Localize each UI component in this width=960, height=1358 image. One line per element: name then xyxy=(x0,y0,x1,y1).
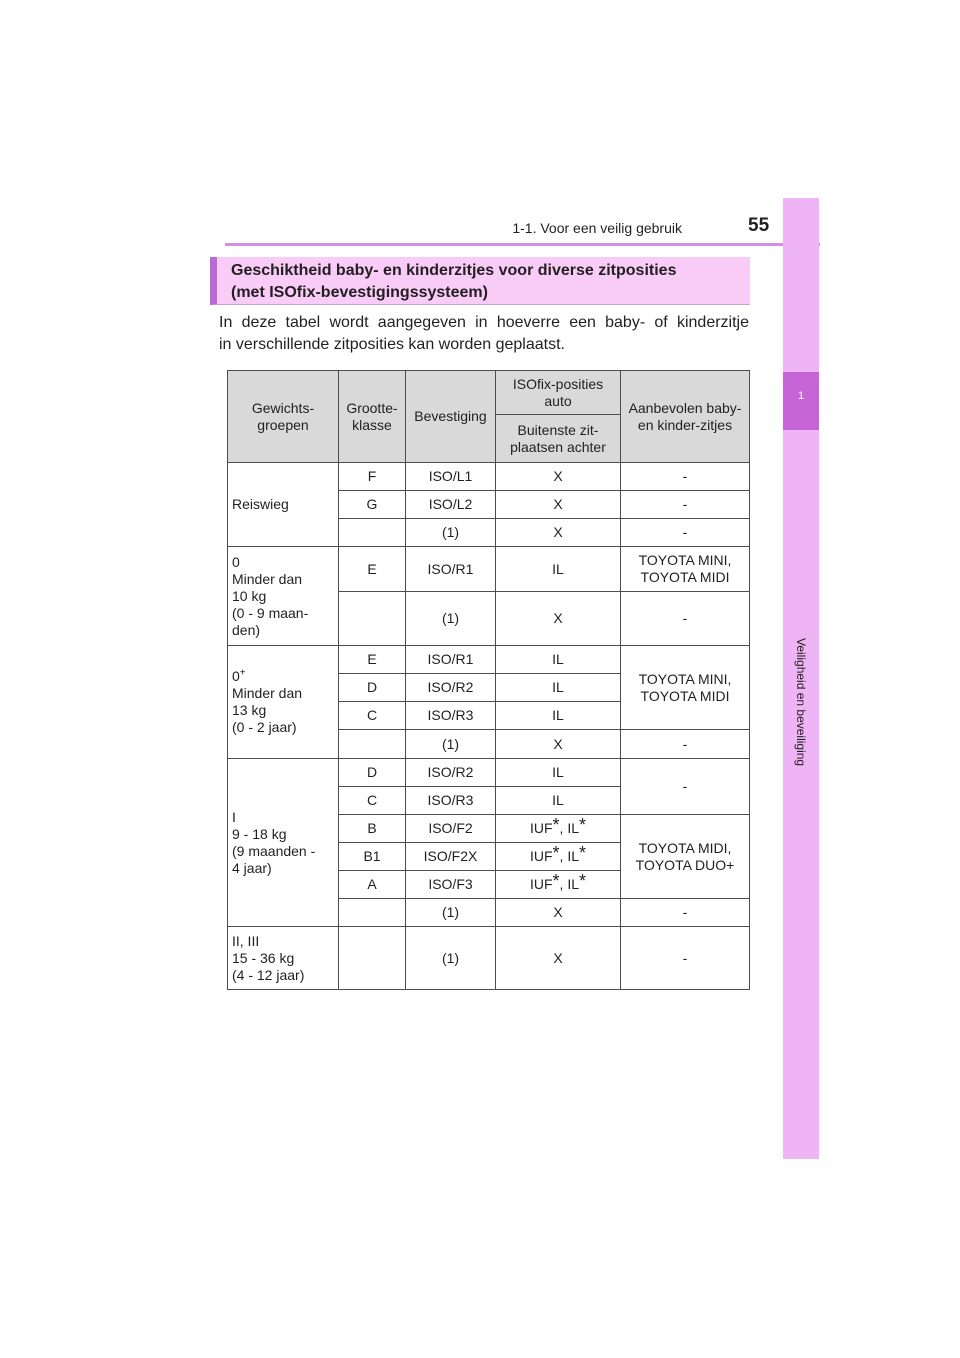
chapter-number: 1 xyxy=(783,372,819,430)
cell-position xyxy=(496,815,621,843)
footnote-asterisk: * xyxy=(579,815,587,835)
position-il: IL xyxy=(567,876,580,892)
running-header: 1-1. Voor een veilig gebruik xyxy=(512,220,682,236)
table-row xyxy=(228,927,750,990)
table-header-row xyxy=(228,371,750,415)
intro-line-2: in verschillende zitposities kan worden geplaatst. xyxy=(219,336,565,353)
cell-position: IL xyxy=(496,547,621,592)
table-row xyxy=(228,547,750,592)
chapter-side-tab[interactable] xyxy=(783,198,819,1159)
group-1-line: 9 - 18 kg xyxy=(232,825,287,842)
cell-size: B xyxy=(339,815,406,843)
cell-position: X xyxy=(496,899,621,927)
section-heading xyxy=(210,257,750,305)
position-il: IL xyxy=(567,820,580,836)
plus-superscript: + xyxy=(239,667,246,679)
cell-position xyxy=(496,843,621,871)
position-iuf: IUF xyxy=(529,820,553,836)
chapter-label: Veiligheid en beveiliging xyxy=(794,638,808,767)
cell-position: X xyxy=(496,463,621,491)
cell-fixture: ISO/R1 xyxy=(406,547,496,592)
cell-recommended: - xyxy=(621,491,750,519)
cell-size xyxy=(339,899,406,927)
section-title-line-1: Geschiktheid baby- en kinderzitjes voor diverse zitposities xyxy=(231,262,677,279)
position-iuf: IUF xyxy=(529,848,553,864)
col-header-size-class: Grootte-klasse xyxy=(339,371,406,463)
cell-fixture: (1) xyxy=(406,927,496,990)
cell-size xyxy=(339,519,406,547)
cell-size: D xyxy=(339,674,406,702)
cell-recommended: TOYOTA MINI, TOYOTA MIDI xyxy=(621,646,750,730)
cell-position xyxy=(496,871,621,899)
group-1 xyxy=(228,759,339,927)
cell-size xyxy=(339,592,406,646)
footnote-asterisk: * xyxy=(552,843,560,863)
cell-size: G xyxy=(339,491,406,519)
cell-fixture: ISO/F2 xyxy=(406,815,496,843)
header-divider xyxy=(225,243,820,246)
cell-fixture: ISO/L1 xyxy=(406,463,496,491)
cell-size: E xyxy=(339,646,406,674)
table-row xyxy=(228,759,750,787)
footnote-asterisk: * xyxy=(579,871,587,891)
col-header-isofix-positions: ISOfix-posities auto xyxy=(496,371,621,415)
cell-fixture: (1) xyxy=(406,592,496,646)
group-0-line: (0 - 9 maan- xyxy=(232,604,309,621)
cell-recommended: TOYOTA MIDI, TOYOTA DUO+ xyxy=(621,815,750,899)
seat-compatibility-table xyxy=(227,370,750,990)
cell-size xyxy=(339,927,406,990)
cell-fixture: ISO/R3 xyxy=(406,702,496,730)
cell-position: X xyxy=(496,927,621,990)
table-row xyxy=(228,463,750,491)
page-number: 55 xyxy=(748,215,770,236)
cell-recommended: - xyxy=(621,519,750,547)
group-2-3-line: II, III xyxy=(232,932,260,949)
section-title-line-2: (met ISOfix-bevestigingssysteem) xyxy=(231,284,488,301)
cell-position: IL xyxy=(496,674,621,702)
col-header-outer-rear: Buitenste zit-plaatsen achter xyxy=(496,415,621,463)
cell-position: IL xyxy=(496,646,621,674)
cell-position: IL xyxy=(496,759,621,787)
footnote-asterisk: * xyxy=(552,815,560,835)
cell-fixture: ISO/F2X xyxy=(406,843,496,871)
col-header-weight-group: Gewichts-groepen xyxy=(228,371,339,463)
cell-position: X xyxy=(496,519,621,547)
cell-size: C xyxy=(339,702,406,730)
cell-position: IL xyxy=(496,702,621,730)
position-il: IL xyxy=(567,848,580,864)
cell-fixture: (1) xyxy=(406,730,496,759)
group-0-line: 0 xyxy=(232,553,240,570)
col-header-recommended: Aanbevolen baby- en kinder-zitjes xyxy=(621,371,750,463)
cell-fixture: (1) xyxy=(406,519,496,547)
footnote-asterisk: * xyxy=(579,843,587,863)
group-0-plus-line: 13 kg xyxy=(232,702,267,718)
group-0-plus-base: 0 xyxy=(232,668,240,684)
group-0-plus-line: (0 - 2 jaar) xyxy=(232,719,297,735)
cell-fixture: ISO/R2 xyxy=(406,759,496,787)
group-0-line: 10 kg xyxy=(232,587,267,604)
group-1-line: 4 jaar) xyxy=(232,859,272,876)
group-2-3-line: (4 - 12 jaar) xyxy=(232,966,305,983)
cell-fixture: ISO/R2 xyxy=(406,674,496,702)
cell-recommended: TOYOTA MINI, TOYOTA MIDI xyxy=(621,547,750,592)
group-1-line: (9 maanden - xyxy=(232,842,316,859)
cell-size: F xyxy=(339,463,406,491)
cell-recommended: - xyxy=(621,927,750,990)
cell-fixture: ISO/L2 xyxy=(406,491,496,519)
cell-recommended: - xyxy=(621,899,750,927)
position-separator: , xyxy=(559,848,568,864)
cell-size: B1 xyxy=(339,843,406,871)
cell-recommended: - xyxy=(621,730,750,759)
group-2-3-line: 15 - 36 kg xyxy=(232,949,295,966)
table-row xyxy=(228,646,750,674)
group-2-3 xyxy=(228,927,339,990)
intro-line-1: In deze tabel wordt aangegeven in hoeverre een baby- of kinderzitje xyxy=(219,314,749,331)
position-iuf: IUF xyxy=(529,876,553,892)
footnote-asterisk: * xyxy=(552,871,560,891)
cell-position: X xyxy=(496,730,621,759)
group-1-line: I xyxy=(232,808,236,825)
group-0-plus-line: Minder dan xyxy=(232,685,303,701)
col-header-fixture: Bevestiging xyxy=(406,371,496,463)
position-separator: , xyxy=(559,876,568,892)
cell-fixture: ISO/R1 xyxy=(406,646,496,674)
cell-size: C xyxy=(339,787,406,815)
position-separator: , xyxy=(559,820,568,836)
cell-fixture: ISO/R3 xyxy=(406,787,496,815)
group-0-line: den) xyxy=(232,621,261,638)
cell-size: A xyxy=(339,871,406,899)
cell-recommended: - xyxy=(621,759,750,815)
cell-recommended: - xyxy=(621,463,750,491)
cell-fixture: (1) xyxy=(406,899,496,927)
group-carrycot: Reiswieg xyxy=(228,463,339,547)
cell-position: IL xyxy=(496,787,621,815)
group-0-plus xyxy=(228,646,339,759)
cell-size: D xyxy=(339,759,406,787)
group-0-line: Minder dan xyxy=(232,570,303,587)
cell-position: X xyxy=(496,592,621,646)
cell-size: E xyxy=(339,547,406,592)
cell-recommended: - xyxy=(621,592,750,646)
cell-position: X xyxy=(496,491,621,519)
cell-fixture: ISO/F3 xyxy=(406,871,496,899)
cell-size xyxy=(339,730,406,759)
group-0 xyxy=(228,547,339,646)
